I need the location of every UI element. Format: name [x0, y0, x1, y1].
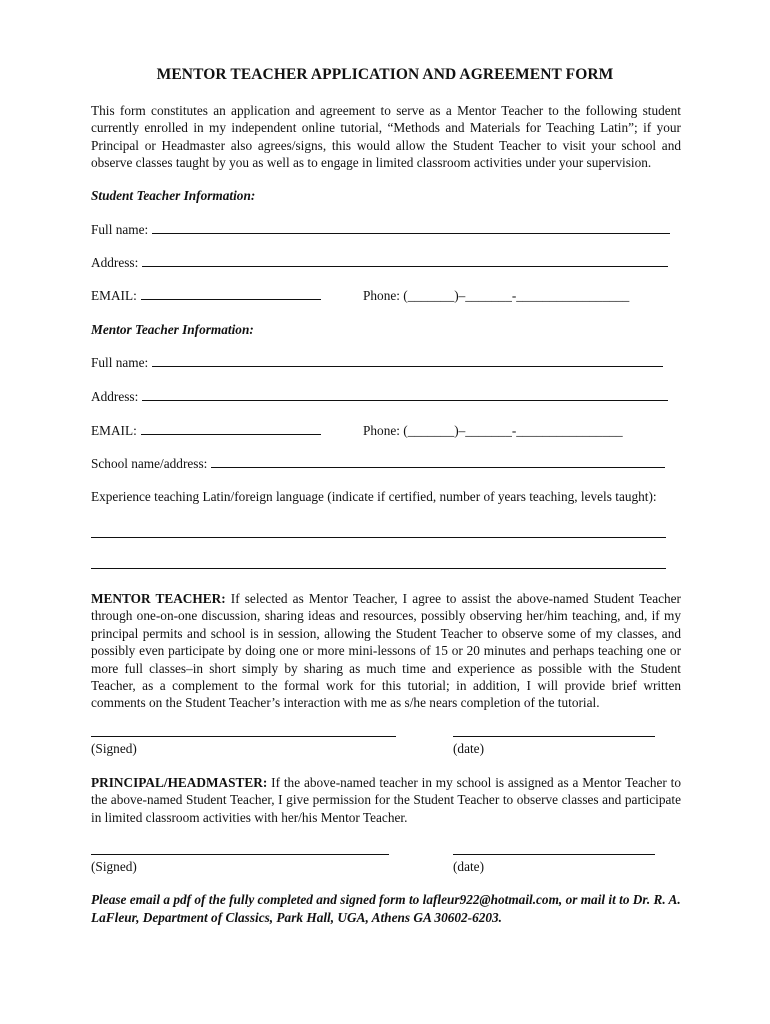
student-address-row — [91, 255, 668, 271]
mentor-school-label: School name/address: — [91, 456, 208, 471]
student-section-heading: Student Teacher Information: — [91, 188, 256, 203]
student-address-field[interactable] — [142, 255, 668, 267]
student-full-name-field[interactable] — [152, 222, 670, 234]
mentor-date-label: (date) — [453, 741, 485, 756]
principal-date-label: (date) — [453, 859, 485, 874]
mentor-school-row — [91, 456, 665, 472]
mentor-signature-line[interactable] — [91, 735, 396, 737]
experience-line-1[interactable] — [91, 536, 666, 538]
mentor-signed-label: (Signed) — [91, 741, 137, 756]
mentor-school-field[interactable] — [211, 456, 665, 468]
student-full-name-label: Full name: — [91, 222, 149, 237]
student-full-name-row — [91, 222, 670, 238]
principal-signature-line[interactable] — [91, 853, 389, 855]
mentor-date-line[interactable] — [453, 735, 655, 737]
mentor-email-row — [91, 423, 321, 439]
mentor-agreement-lead: MENTOR TEACHER: — [91, 591, 226, 606]
student-phone-field[interactable]: Phone: (_______)–_______-_________________ — [363, 288, 630, 303]
principal-agreement-text: If the above-named teacher in my school is assigned as a Mentor Teacher to the above-named Student Teacher, I give permission for the Student Teacher to observe classes and participate in limited classroom activities with her/his Mentor Teacher. — [91, 775, 681, 825]
mentor-full-name-label: Full name: — [91, 355, 149, 370]
mentor-email-field[interactable] — [141, 423, 321, 435]
mentor-full-name-field[interactable] — [152, 355, 663, 367]
mentor-address-row — [91, 389, 668, 405]
experience-line-2[interactable] — [91, 567, 666, 569]
principal-agreement-paragraph — [91, 774, 681, 826]
mentor-address-label: Address: — [91, 389, 139, 404]
page-title: MENTOR TEACHER APPLICATION AND AGREEMENT FORM — [156, 66, 614, 83]
student-address-label: Address: — [91, 255, 139, 270]
mentor-experience-label: Experience teaching Latin/foreign language (indicate if certified, number of years teaching, levels taught): — [91, 489, 657, 504]
intro-paragraph: This form constitutes an application and agreement to serve as a Mentor Teacher to the following student currently enrolled in my independent online tutorial, “Methods and Materials for Teaching Latin”; if your Principal or Headmaster also agrees/signs, this would allow the Student Teacher to visit your school and observe classes taught by you as well as to engage in limited classroom activities under your supervision. — [91, 103, 681, 171]
mentor-full-name-row — [91, 355, 663, 371]
student-email-row — [91, 288, 321, 304]
principal-date-line[interactable] — [453, 853, 655, 855]
mentor-agreement-text: If selected as Mentor Teacher, I agree to assist the above-named Student Teacher through one-on-one discussion, sharing ideas and resources, possibly observing her/him teaching, and, if my principal permits and school is in session, allowing the Student Teacher to observe some of my classes, and possibly even participate by doing one or more mini-lessons of 15 or 20 minutes and perhaps teaching one or more full classes–in short simply by sharing as much time and experience as possible with the Student Teacher, as a complement to the formal work for this tutorial; in addition, I will provide brief written comments on the Student Teacher’s interaction with me as s/he nears completion of the tutorial. — [91, 591, 681, 711]
mentor-phone-field[interactable]: Phone: (_______)–_______-________________ — [363, 423, 623, 438]
mentor-section-heading: Mentor Teacher Information: — [91, 322, 254, 337]
student-email-label: EMAIL: — [91, 288, 137, 303]
submission-instructions: Please email a pdf of the fully completed and signed form to lafleur922@hotmail.com, or mail it to Dr. R. A. LaFleur, Department of Classics, Park Hall, UGA, Athens GA 30602-6203. — [91, 892, 681, 925]
student-email-field[interactable] — [141, 288, 321, 300]
principal-signed-label: (Signed) — [91, 859, 137, 874]
mentor-email-label: EMAIL: — [91, 423, 137, 438]
mentor-address-field[interactable] — [142, 389, 668, 401]
principal-agreement-lead: PRINCIPAL/HEADMASTER: — [91, 775, 268, 790]
mentor-agreement-paragraph — [91, 590, 681, 712]
